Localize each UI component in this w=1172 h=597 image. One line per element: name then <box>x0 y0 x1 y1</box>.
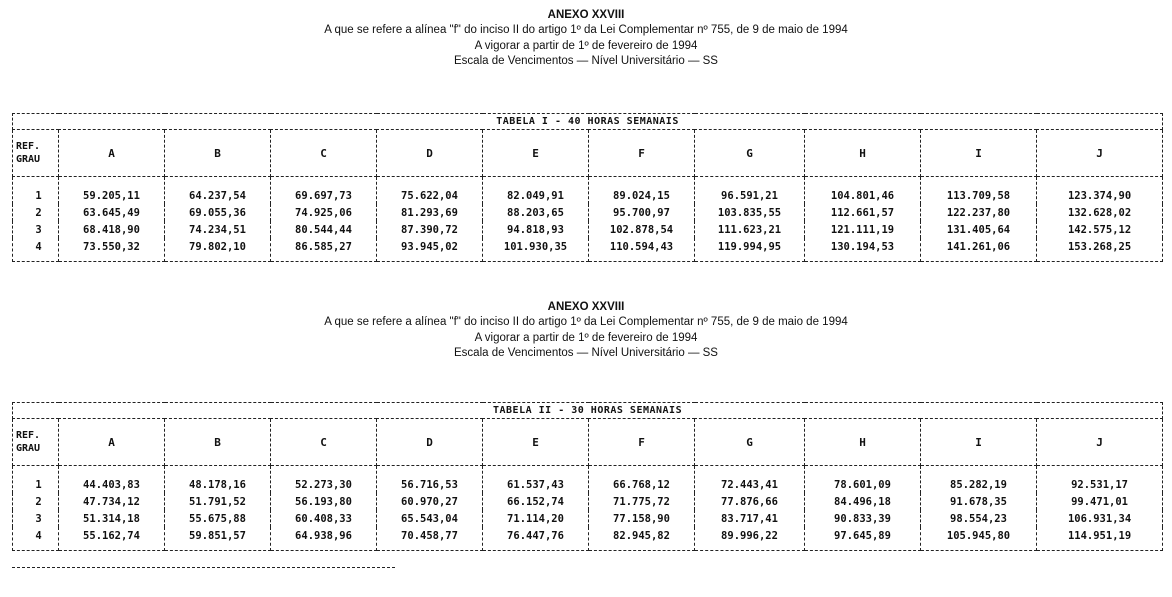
footer-divider <box>12 567 395 568</box>
table-row <box>13 466 1163 494</box>
table-row <box>13 204 1163 221</box>
column-header: H <box>805 130 921 177</box>
value-cell: 114.951,19 <box>1037 527 1163 551</box>
column-header: B <box>165 419 271 466</box>
value-cell: 66.152,74 <box>483 493 589 510</box>
value-cell: 106.931,34 <box>1037 510 1163 527</box>
salary-table-2 <box>12 402 1163 551</box>
value-cell: 110.594,43 <box>589 238 695 262</box>
value-cell: 68.418,90 <box>59 221 165 238</box>
value-cell: 82.049,91 <box>483 177 589 205</box>
value-cell: 104.801,46 <box>805 177 921 205</box>
annex-effective-date-line: A vigorar a partir de 1º de fevereiro de 1994 <box>474 331 698 344</box>
value-cell: 105.945,80 <box>921 527 1037 551</box>
annex-reference-line: A que se refere a alínea "f" do inciso II do artigo 1º da Lei Complementar nº 755, de 9 de maio de 1994 <box>324 24 848 36</box>
value-cell: 74.925,06 <box>271 204 377 221</box>
value-cell: 56.716,53 <box>377 466 483 494</box>
value-cell: 88.203,65 <box>483 204 589 221</box>
value-cell: 103.835,55 <box>695 204 805 221</box>
column-header: G <box>695 419 805 466</box>
annex-header-2 <box>0 300 1172 362</box>
value-cell: 89.024,15 <box>589 177 695 205</box>
value-cell: 83.717,41 <box>695 510 805 527</box>
value-cell: 71.775,72 <box>589 493 695 510</box>
value-cell: 51.791,52 <box>165 493 271 510</box>
table-row <box>13 527 1163 551</box>
grau-label: GRAU <box>16 443 41 454</box>
value-cell: 82.945,82 <box>589 527 695 551</box>
value-cell: 98.554,23 <box>921 510 1037 527</box>
table-row <box>13 493 1163 510</box>
value-cell: 122.237,80 <box>921 204 1037 221</box>
grau-cell: 4 <box>13 527 59 551</box>
value-cell: 78.601,09 <box>805 466 921 494</box>
column-header: H <box>805 419 921 466</box>
value-cell: 63.645,49 <box>59 204 165 221</box>
column-header: D <box>377 419 483 466</box>
value-cell: 75.622,04 <box>377 177 483 205</box>
value-cell: 72.443,41 <box>695 466 805 494</box>
value-cell: 141.261,06 <box>921 238 1037 262</box>
value-cell: 60.970,27 <box>377 493 483 510</box>
value-cell: 121.111,19 <box>805 221 921 238</box>
value-cell: 66.768,12 <box>589 466 695 494</box>
value-cell: 85.282,19 <box>921 466 1037 494</box>
value-cell: 131.405,64 <box>921 221 1037 238</box>
ref-grau-header <box>13 419 59 466</box>
column-header: G <box>695 130 805 177</box>
column-header: D <box>377 130 483 177</box>
value-cell: 56.193,80 <box>271 493 377 510</box>
ref-label: REF. <box>16 141 41 152</box>
value-cell: 73.550,32 <box>59 238 165 262</box>
column-header: F <box>589 130 695 177</box>
annex-title: ANEXO XXVIII <box>547 301 625 313</box>
column-header: E <box>483 130 589 177</box>
value-cell: 51.314,18 <box>59 510 165 527</box>
ref-grau-header <box>13 130 59 177</box>
value-cell: 60.408,33 <box>271 510 377 527</box>
column-header: J <box>1037 419 1163 466</box>
table-row <box>13 177 1163 205</box>
column-header: A <box>59 419 165 466</box>
annex-header-1 <box>0 8 1172 70</box>
value-cell: 111.623,21 <box>695 221 805 238</box>
salary-table-1 <box>12 113 1163 262</box>
grau-cell: 1 <box>13 177 59 205</box>
value-cell: 59.851,57 <box>165 527 271 551</box>
value-cell: 69.055,36 <box>165 204 271 221</box>
column-header: I <box>921 130 1037 177</box>
column-header: A <box>59 130 165 177</box>
value-cell: 96.591,21 <box>695 177 805 205</box>
value-cell: 52.273,30 <box>271 466 377 494</box>
value-cell: 65.543,04 <box>377 510 483 527</box>
value-cell: 90.833,39 <box>805 510 921 527</box>
annex-scale-line: Escala de Vencimentos — Nível Universitário — SS <box>454 347 718 359</box>
value-cell: 81.293,69 <box>377 204 483 221</box>
annex-scale-line: Escala de Vencimentos — Nível Universitário — SS <box>454 55 718 67</box>
grau-cell: 3 <box>13 221 59 238</box>
value-cell: 64.237,54 <box>165 177 271 205</box>
value-cell: 87.390,72 <box>377 221 483 238</box>
table-row <box>13 238 1163 262</box>
value-cell: 132.628,02 <box>1037 204 1163 221</box>
value-cell: 102.878,54 <box>589 221 695 238</box>
value-cell: 99.471,01 <box>1037 493 1163 510</box>
value-cell: 93.945,02 <box>377 238 483 262</box>
value-cell: 69.697,73 <box>271 177 377 205</box>
grau-cell: 1 <box>13 466 59 494</box>
table-caption: TABELA II - 30 HORAS SEMANAIS <box>13 403 1163 419</box>
column-header: C <box>271 130 377 177</box>
value-cell: 89.996,22 <box>695 527 805 551</box>
value-cell: 70.458,77 <box>377 527 483 551</box>
value-cell: 91.678,35 <box>921 493 1037 510</box>
value-cell: 77.158,90 <box>589 510 695 527</box>
value-cell: 95.700,97 <box>589 204 695 221</box>
column-header: C <box>271 419 377 466</box>
annex-title: ANEXO XXVIII <box>547 9 625 21</box>
value-cell: 92.531,17 <box>1037 466 1163 494</box>
value-cell: 64.938,96 <box>271 527 377 551</box>
grau-cell: 2 <box>13 204 59 221</box>
value-cell: 77.876,66 <box>695 493 805 510</box>
value-cell: 59.205,11 <box>59 177 165 205</box>
value-cell: 48.178,16 <box>165 466 271 494</box>
value-cell: 112.661,57 <box>805 204 921 221</box>
grau-cell: 4 <box>13 238 59 262</box>
value-cell: 94.818,93 <box>483 221 589 238</box>
value-cell: 47.734,12 <box>59 493 165 510</box>
column-header: I <box>921 419 1037 466</box>
value-cell: 79.802,10 <box>165 238 271 262</box>
grau-cell: 2 <box>13 493 59 510</box>
value-cell: 55.675,88 <box>165 510 271 527</box>
value-cell: 55.162,74 <box>59 527 165 551</box>
value-cell: 119.994,95 <box>695 238 805 262</box>
column-header: B <box>165 130 271 177</box>
table-row <box>13 510 1163 527</box>
value-cell: 123.374,90 <box>1037 177 1163 205</box>
value-cell: 84.496,18 <box>805 493 921 510</box>
annex-effective-date-line: A vigorar a partir de 1º de fevereiro de 1994 <box>474 39 698 52</box>
value-cell: 61.537,43 <box>483 466 589 494</box>
value-cell: 86.585,27 <box>271 238 377 262</box>
value-cell: 142.575,12 <box>1037 221 1163 238</box>
value-cell: 130.194,53 <box>805 238 921 262</box>
table-row <box>13 221 1163 238</box>
value-cell: 74.234,51 <box>165 221 271 238</box>
value-cell: 113.709,58 <box>921 177 1037 205</box>
column-header: F <box>589 419 695 466</box>
grau-label: GRAU <box>16 154 41 165</box>
value-cell: 80.544,44 <box>271 221 377 238</box>
value-cell: 71.114,20 <box>483 510 589 527</box>
annex-reference-line: A que se refere a alínea "f" do inciso II do artigo 1º da Lei Complementar nº 755, de 9 de maio de 1994 <box>324 316 848 328</box>
grau-cell: 3 <box>13 510 59 527</box>
value-cell: 101.930,35 <box>483 238 589 262</box>
value-cell: 76.447,76 <box>483 527 589 551</box>
value-cell: 44.403,83 <box>59 466 165 494</box>
column-header: J <box>1037 130 1163 177</box>
ref-label: REF. <box>16 430 41 441</box>
table-caption: TABELA I - 40 HORAS SEMANAIS <box>13 114 1163 130</box>
value-cell: 97.645,89 <box>805 527 921 551</box>
column-header: E <box>483 419 589 466</box>
value-cell: 153.268,25 <box>1037 238 1163 262</box>
